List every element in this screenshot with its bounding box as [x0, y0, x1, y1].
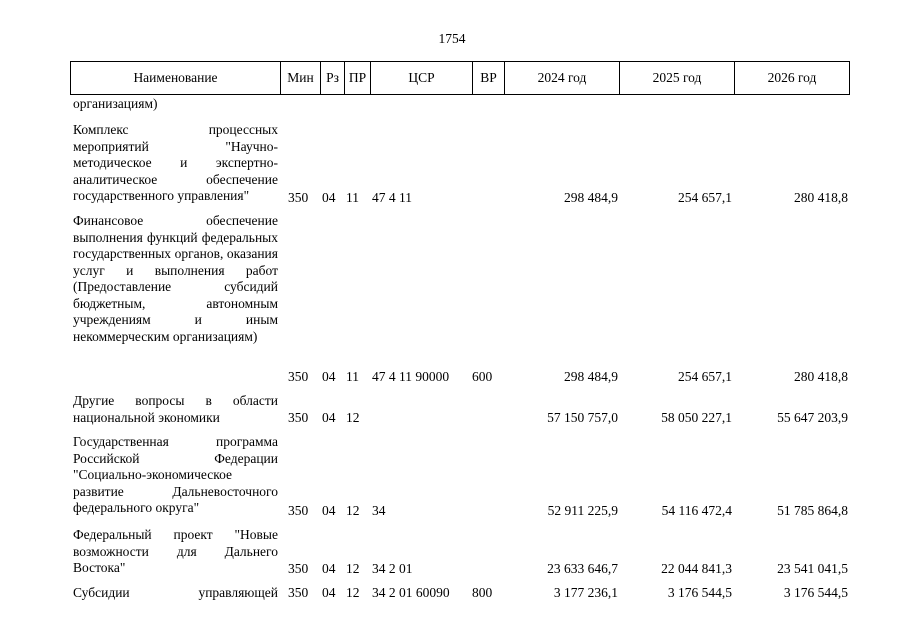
row-2024: 52 911 225,9 [547, 503, 618, 518]
row-pr: 12 [346, 561, 360, 576]
row-2026: 3 176 544,5 [783, 585, 848, 600]
page-number: 1754 [438, 31, 466, 46]
row-name: Государственная программа Российской Федерации "Социально-экономическое развитие Дальневосточного федерального округа" [73, 434, 278, 515]
row-csr: 47 4 11 90000 [372, 369, 450, 384]
row-2024: 57 150 757,0 [547, 410, 618, 425]
row-2025: 54 116 472,4 [661, 503, 732, 518]
header-name: Наименование [71, 62, 281, 94]
row-name: Другие вопросы в области национальной экономики [73, 393, 278, 425]
row-vr: 800 [472, 585, 493, 600]
row-2025: 254 657,1 [678, 369, 732, 384]
table-header [70, 61, 850, 95]
row-name: Федеральный проект "Новые возможности для Дальнего Востока" [73, 527, 278, 575]
row-csr: 34 2 01 [372, 561, 413, 576]
row-pr: 12 [346, 410, 360, 425]
row-pr: 11 [346, 369, 359, 384]
row-2025: 58 050 227,1 [661, 410, 732, 425]
row-pr: 12 [346, 503, 360, 518]
row-name: Субсидии управляющей [73, 585, 278, 600]
row-2025: 3 176 544,5 [667, 585, 732, 600]
row-2026: 55 647 203,9 [777, 410, 848, 425]
row-pr: 11 [346, 190, 359, 205]
row-rz: 04 [322, 503, 336, 518]
row-2026: 280 418,8 [794, 369, 848, 384]
row-rz: 04 [322, 410, 336, 425]
row-rz: 04 [322, 561, 336, 576]
row-min: 350 [288, 410, 309, 425]
row-name: Комплекс процессных мероприятий "Научно-методическое и экспертно-аналитическое обеспечение государственного управления" [73, 122, 278, 203]
row-2024: 3 177 236,1 [553, 585, 618, 600]
row-min: 350 [288, 190, 309, 205]
row-csr: 34 2 01 60090 [372, 585, 450, 600]
row-min: 350 [288, 503, 309, 518]
header-rz: Рз [321, 62, 345, 94]
header-min: Мин [281, 62, 321, 94]
header-2024: 2024 год [505, 62, 620, 94]
row-2025: 254 657,1 [678, 190, 732, 205]
row-name: Финансовое обеспечение выполнения функций федеральных государственных органов, оказания услуг и выполнения работ (Предоставление субсидий бюджетным, автономным учреждениям и иным некоммерческим организациям) [73, 213, 278, 344]
row-rz: 04 [322, 190, 336, 205]
row-pr: 12 [346, 585, 360, 600]
row-csr: 34 [372, 503, 386, 518]
row-csr: 47 4 11 [372, 190, 412, 205]
header-2025: 2025 год [620, 62, 735, 94]
row-2025: 22 044 841,3 [661, 561, 732, 576]
row-2024: 23 633 646,7 [547, 561, 618, 576]
header-csr: ЦСР [371, 62, 473, 94]
row-min: 350 [288, 369, 309, 384]
row-min: 350 [288, 561, 309, 576]
header-vr: ВР [473, 62, 505, 94]
row-rz: 04 [322, 585, 336, 600]
row-rz: 04 [322, 369, 336, 384]
row-2026: 23 541 041,5 [777, 561, 848, 576]
header-2026: 2026 год [767, 70, 817, 85]
header-pr: ПР [345, 62, 371, 94]
row-vr: 600 [472, 369, 493, 384]
row-2024: 298 484,9 [564, 190, 618, 205]
row-min: 350 [288, 585, 309, 600]
row-name: организациям) [73, 96, 158, 111]
row-2026: 280 418,8 [794, 190, 848, 205]
row-2026: 51 785 864,8 [777, 503, 848, 518]
row-2024: 298 484,9 [564, 369, 618, 384]
